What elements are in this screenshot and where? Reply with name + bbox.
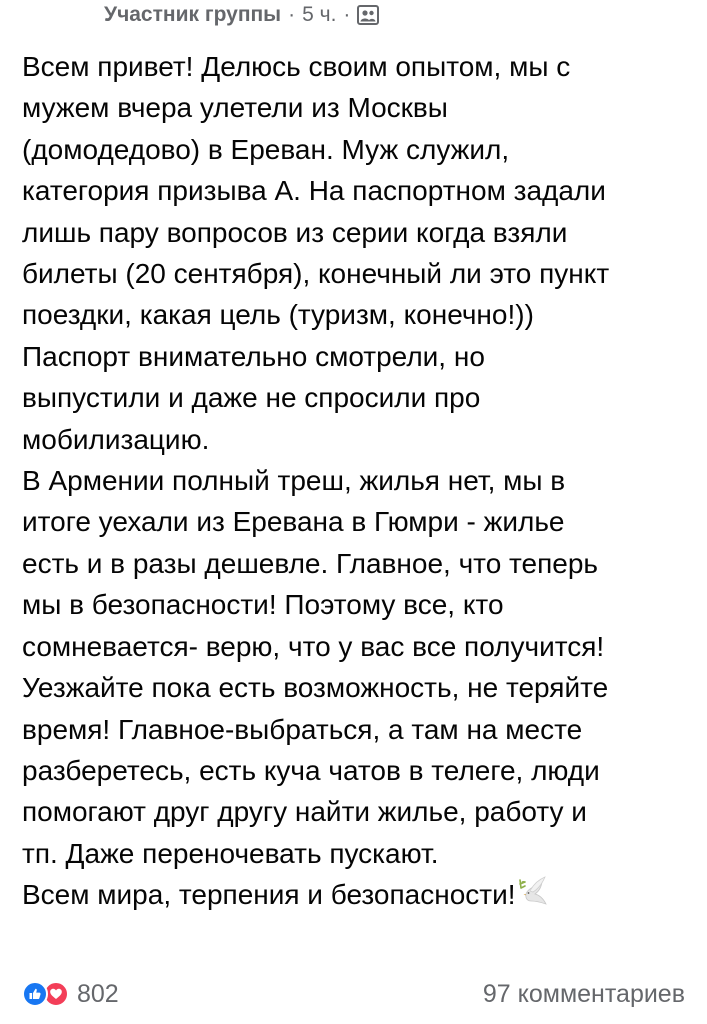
post-line: мобилизацию. xyxy=(22,423,210,455)
post-line: Всем мира, терпения и безопасности! xyxy=(22,879,516,911)
post-line: есть и в разы дешевле. Главное, что теперь xyxy=(22,547,599,579)
separator-dot: · xyxy=(343,3,351,26)
post-line: категория призыва А. На паспортном задали xyxy=(22,175,606,207)
post-line: поездки, какая цель (туризм, конечно!)) xyxy=(22,299,534,331)
post-line: лишь пару вопросов из серии когда взяли xyxy=(22,216,568,248)
post-line: выпустили и даже не спросили про xyxy=(22,382,481,414)
post-line: итоге уехали из Еревана в Гюмри - жилье xyxy=(22,506,565,538)
post-line: Всем привет! Делюсь своим опытом, мы с xyxy=(22,51,571,82)
reaction-icons xyxy=(22,981,69,1007)
separator-dot: · xyxy=(288,3,296,26)
like-icon xyxy=(22,981,48,1007)
post-line: В Армении полный треш, жилья нет, мы в xyxy=(22,465,566,497)
reactions-summary[interactable] xyxy=(22,980,119,1009)
post-line: помогают друг другу найти жилье, работу и xyxy=(22,796,587,828)
post-header xyxy=(104,0,379,30)
post-line: мужем вчера улетели из Москвы xyxy=(22,92,448,124)
comments-link[interactable]: 97 комментариев xyxy=(482,979,685,1008)
post-line: (домодедово) в Ереван. Муж служил, xyxy=(22,133,510,165)
dove-icon xyxy=(516,874,550,908)
members-icon[interactable] xyxy=(357,5,379,25)
post-line: тп. Даже переночевать пускают. xyxy=(22,837,439,869)
reaction-count: 802 xyxy=(77,979,119,1008)
post-text xyxy=(22,46,694,916)
post-line: билеты (20 сентября), конечный ли это пункт xyxy=(22,258,610,290)
post-line: время! Главное-выбраться, а там на месте xyxy=(22,713,583,745)
post-timestamp[interactable]: 5 ч. xyxy=(302,3,337,26)
post-line: Паспорт внимательно смотрели, но xyxy=(22,340,485,372)
post-line: Уезжайте пока есть возможность, не теряйте xyxy=(22,672,609,704)
post-footer xyxy=(22,976,685,1012)
post-line-last xyxy=(22,874,694,915)
post-line: разберетесь, есть куча чатов в телеге, люди xyxy=(22,754,600,786)
post-line: сомневается- верю, что у вас все получится! xyxy=(22,630,605,662)
post-line: мы в безопасности! Поэтому все, кто xyxy=(22,589,504,621)
author-role[interactable]: Участник группы xyxy=(104,3,282,26)
